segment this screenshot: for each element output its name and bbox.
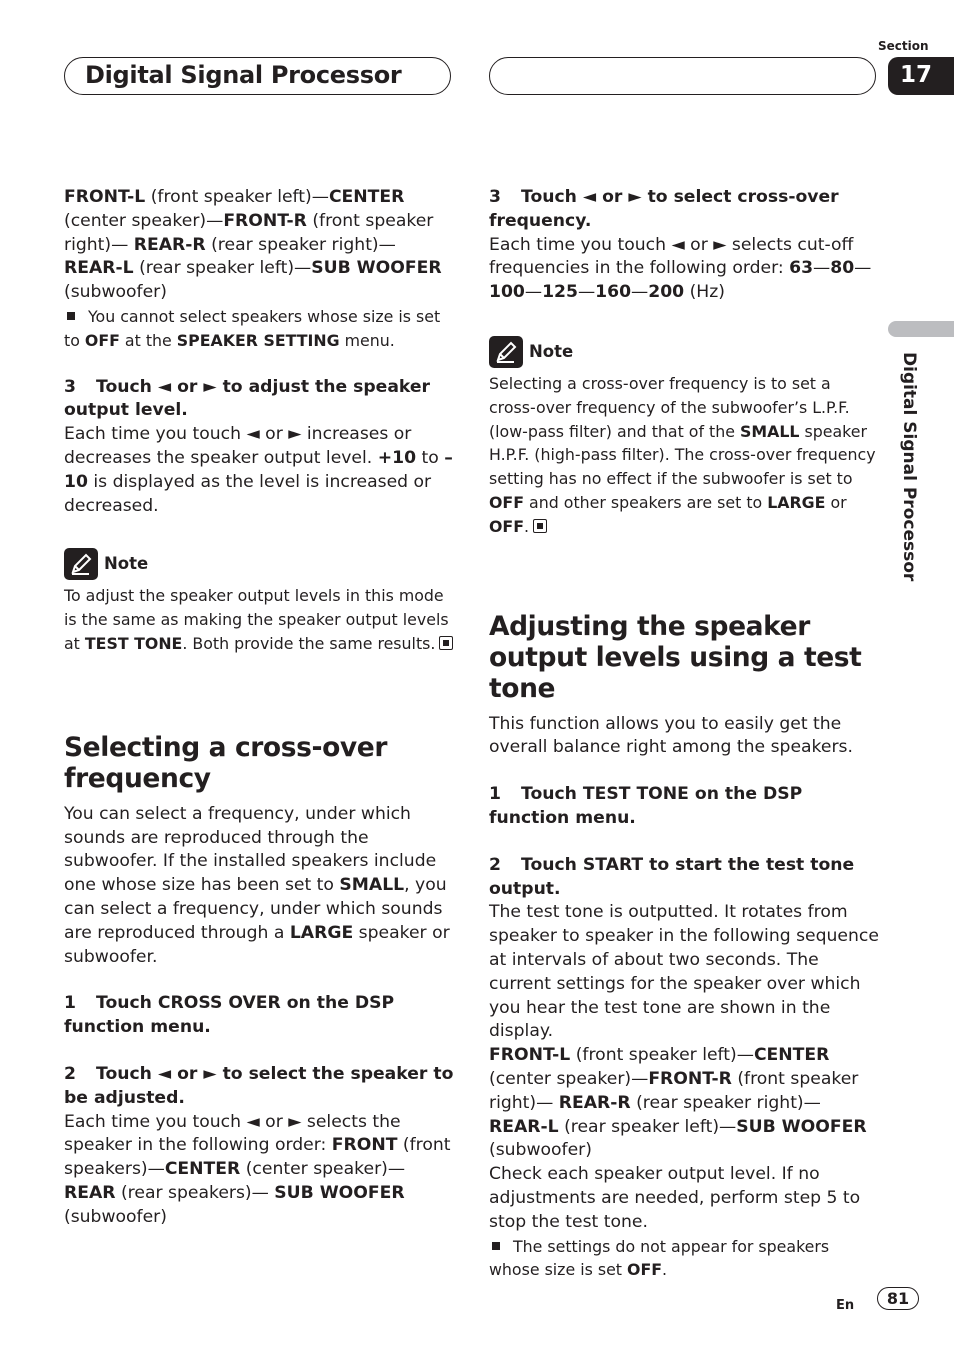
- check-text: Check each speaker output level. If no adjustments are needed, perform step 5 to stop the test tone.: [489, 1164, 861, 1232]
- note-icon: [64, 548, 98, 580]
- test-tone-intro: This function allows you to easily get the overall balance right among the speakers.: [489, 713, 853, 758]
- section-label: Section: [878, 39, 929, 53]
- language-label: En: [836, 1298, 855, 1313]
- header-left-pill: [64, 57, 451, 95]
- note-body: To adjust the speaker output levels in this mode is the same as making the speaker output levels at TEST TONE. Both provide the same results.: [64, 584, 454, 655]
- step-2-heading: 2 Touch ◄ or ► to select the speaker to be adjusted.: [64, 1063, 454, 1108]
- step-3-body: Each time you touch ◄ or ► selects cut-off frequencies in the following order: 63—80—100—125—160—200 (Hz): [489, 234, 872, 303]
- note-body: Selecting a cross-over frequency is to set a cross-over frequency of the subwoofer’s L.P.F. (low-pass filter) and that of the SMALL speaker H.P.F. (high-pass filter). The cross-over frequency setting has no effect if the subwoofer is set to OFF and other speakers are set to LARGE or OFF.: [489, 373, 876, 536]
- note-icon: [489, 336, 523, 368]
- step-2-body: The test tone is outputted. It rotates from speaker to speaker in the following sequence at intervals of about two seconds. The current settings for the speaker over which you hear the test tone are shown in the display.: [489, 902, 879, 1042]
- speaker-order-list: FRONT-L (front speaker left)—CENTER (center speaker)—FRONT-R (front speaker right)— REAR-R (rear speaker right)—REAR-L (rear speaker left)—SUB WOOFER (subwoofer): [489, 1045, 867, 1161]
- right-column: [489, 186, 879, 1282]
- page-number: 81: [877, 1287, 919, 1310]
- bullet-note: The settings do not appear for speakers whose size is set OFF.: [489, 1236, 830, 1280]
- step-3-body: Each time you touch ◄ or ► increases or decreases the speaker output level. +10 to –10 is displayed as the level is increased or decreased.: [64, 424, 453, 516]
- bullet-note: You cannot select speakers whose size is set to OFF at the SPEAKER SETTING menu.: [64, 306, 441, 350]
- header-right-pill: [489, 57, 876, 95]
- section-heading-crossover: Selecting a cross-over frequency: [64, 731, 387, 794]
- page-header-title: Digital Signal Processor: [85, 61, 402, 89]
- left-column: [64, 186, 454, 1230]
- step-2-heading: 2 Touch START to start the test tone output.: [489, 854, 855, 899]
- bullet-icon: [492, 1242, 500, 1250]
- end-mark-icon: [439, 636, 453, 650]
- side-tab-label: Digital Signal Processor: [899, 352, 919, 582]
- section-number-tab: 17: [888, 57, 954, 95]
- side-index-tab: [888, 321, 954, 337]
- note-header: Note: [489, 336, 879, 368]
- section-heading-test-tone: Adjusting the speaker output levels using a test tone: [489, 610, 862, 704]
- step-1-heading: 1 Touch CROSS OVER on the DSP function menu.: [64, 993, 395, 1038]
- note-header: Note: [64, 548, 454, 580]
- step-3-heading: 3 Touch ◄ or ► to select cross-over frequency.: [489, 187, 839, 231]
- crossover-intro: You can select a frequency, under which sounds are reproduced through the subwoofer. If the installed speakers include one whose size has been set to SMALL, you can select a frequency, under which sounds are reproduced through a LARGE speaker or subwoofer.: [64, 803, 450, 967]
- step-1-heading: 1 Touch TEST TONE on the DSP function menu.: [489, 784, 803, 828]
- speaker-order-list: FRONT-L (front speaker left)—CENTER (center speaker)—FRONT-R (front speaker right)— REAR-R (rear speaker right)—REAR-L (rear speaker left)—SUB WOOFER (subwoofer): [64, 187, 442, 303]
- bullet-icon: [67, 312, 75, 320]
- step-3-heading: 3 Touch ◄ or ► to adjust the speaker output level.: [64, 376, 431, 421]
- step-2-body: Each time you touch ◄ or ► selects the speaker in the following order: FRONT (front speakers)—CENTER (center speaker)—REAR (rear speakers)— SUB WOOFER (subwoofer): [64, 1111, 451, 1227]
- end-mark-icon: [533, 519, 547, 533]
